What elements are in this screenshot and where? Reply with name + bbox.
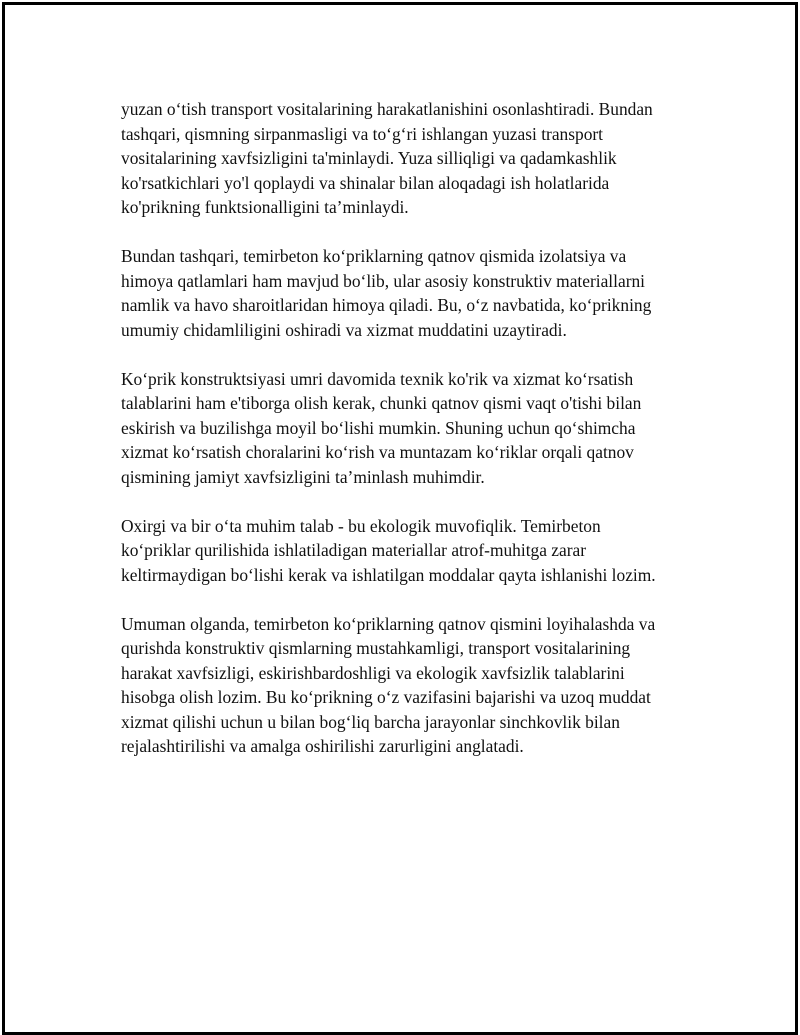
text-line: rejalashtirilishi va amalga oshirilishi zarurligini anglatadi. bbox=[121, 736, 524, 756]
document-body bbox=[121, 97, 711, 783]
paragraph-2 bbox=[121, 244, 711, 342]
text-line: Oxirgi va bir o‘ta muhim talab - bu ekologik muvofiqlik. Temirbeton bbox=[121, 515, 601, 536]
text-line: yuzan o‘tish transport vositalarining harakatlanishini osonlashtiradi. Bundan bbox=[121, 99, 653, 119]
text-line: harakat xavfsizligi, eskirishbardoshligi va ekologik xavfsizlik talablarini bbox=[121, 662, 625, 683]
paragraph-1 bbox=[121, 97, 711, 220]
paragraph-5 bbox=[121, 612, 711, 759]
text-line: namlik va havo sharoitlaridan himoya qiladi. Bu, o‘z navbatida, ko‘prikning bbox=[121, 295, 652, 315]
text-line: ko'prikning funktsionalligini ta’minlaydi. bbox=[121, 197, 409, 217]
text-line: xizmat qilishi uchun u bilan bog‘liq barcha jarayonlar sinchkovlik bilan bbox=[121, 711, 620, 732]
text-line: himoya qatlamlari ham mavjud bo‘lib, ular asosiy konstruktiv materiallarni bbox=[121, 270, 646, 291]
page-frame bbox=[2, 2, 798, 1035]
text-line: ko‘priklar qurilishida ishlatiladigan materiallar atrof-muhitga zarar bbox=[121, 540, 587, 560]
text-line: talablarini ham e'tiborga olish kerak, chunki qatnov qismi vaqt o'tishi bilan bbox=[121, 393, 642, 413]
text-line: Umuman olganda, temirbeton ko‘priklarning qatnov qismini loyihalashda va bbox=[121, 613, 656, 634]
text-line: keltirmaydigan bo‘lishi kerak va ishlatilgan moddalar qayta ishlanishi lozim. bbox=[121, 564, 656, 585]
text-line: qismining jamiyt xavfsizligini ta’minlash muhimdir. bbox=[121, 466, 485, 487]
text-line: qurishda konstruktiv qismlarning mustahkamligi, transport vositalarining bbox=[121, 638, 631, 658]
text-line: hisobga olish lozim. Bu ko‘prikning o‘z vazifasini bajarishi va uzoq muddat bbox=[121, 687, 651, 707]
text-line: Ko‘prik konstruktsiyasi umri davomida texnik ko'rik va xizmat ko‘rsatish bbox=[121, 368, 634, 389]
text-line: eskirish va buzilishga moyil bo‘lishi mumkin. Shuning uchun qo‘shimcha bbox=[121, 417, 636, 438]
text-line: ko'rsatkichlari yo'l qoplaydi va shinalar bilan aloqadagi ish holatlarida bbox=[121, 172, 610, 193]
paragraph-4 bbox=[121, 514, 711, 588]
text-line: Bundan tashqari, temirbeton ko‘priklarning qatnov qismida izolatsiya va bbox=[121, 246, 627, 266]
text-line: tashqari, qismning sirpanmasligi va to‘g‘ri ishlangan yuzasi transport bbox=[121, 123, 604, 144]
text-line: umumiy chidamliligini oshiradi va xizmat muddatini uzaytiradi. bbox=[121, 319, 567, 340]
text-line: xizmat ko‘rsatish choralarini ko‘rish va muntazam ko‘riklar orqali qatnov bbox=[121, 442, 634, 462]
text-line: vositalarining xavfsizligini ta'minlaydi. Yuza silliqligi va qadamkashlik bbox=[121, 148, 617, 168]
paragraph-3 bbox=[121, 367, 711, 490]
